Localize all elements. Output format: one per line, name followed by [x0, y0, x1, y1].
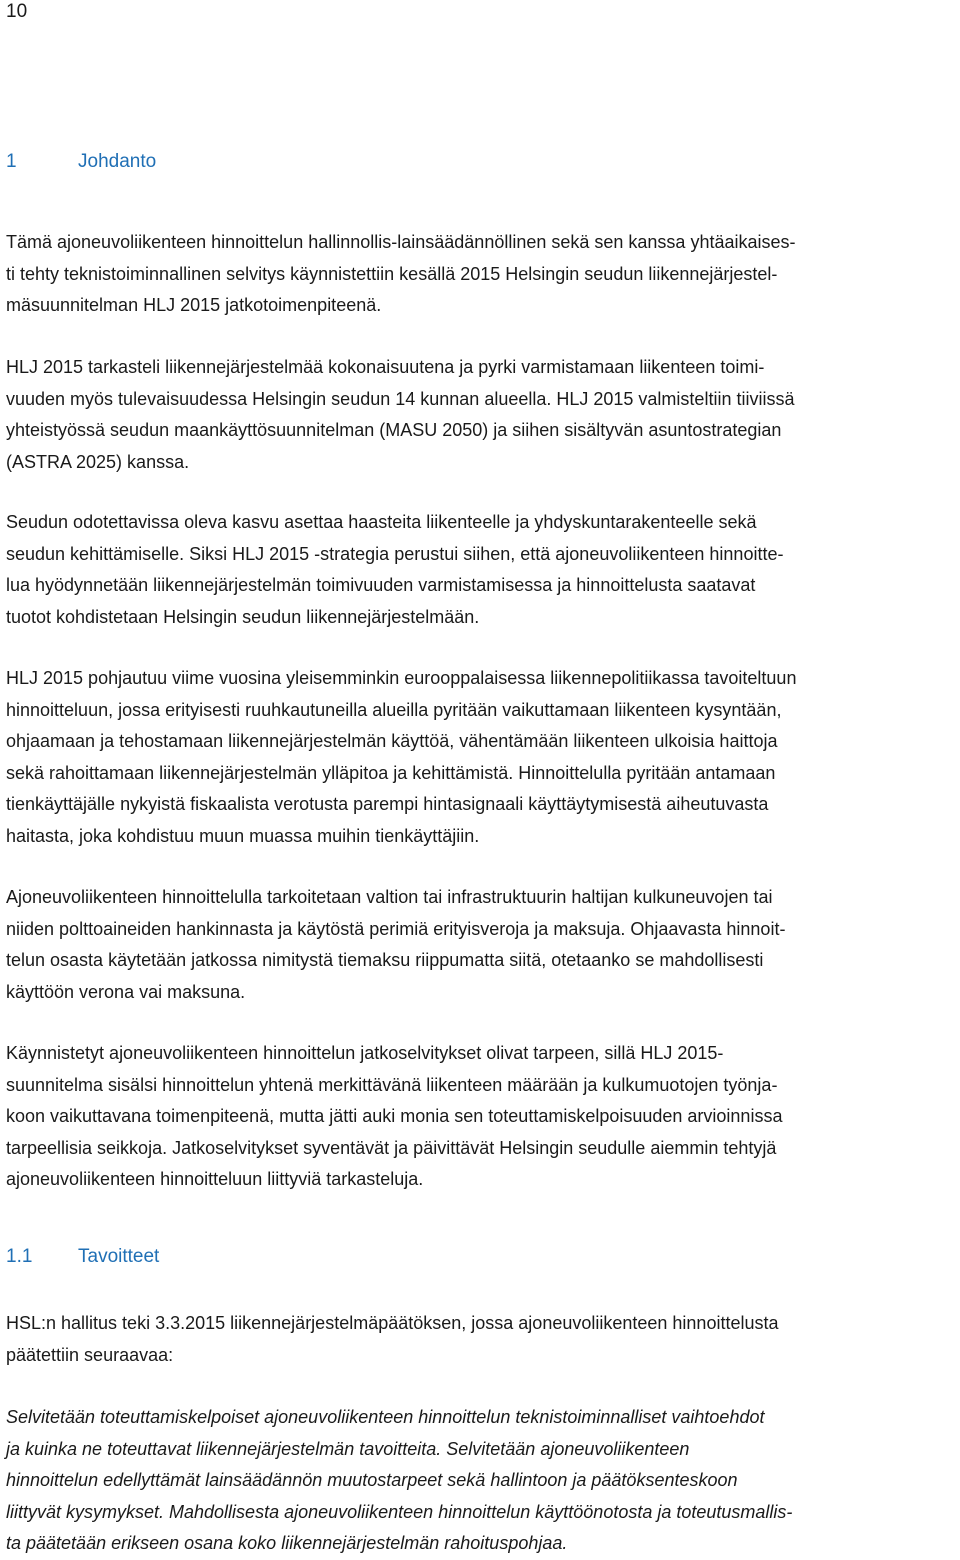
text-line: suunnitelma sisälsi hinnoittelun yhtenä merkittävänä liikenteen määrään ja kulkumuotojen työnja-	[6, 1074, 778, 1095]
text-line: yhteistyössä seudun maankäyttösuunnitelman (MASU 2050) ja siihen sisältyvän asuntostrategian	[6, 420, 782, 440]
text-line: tienkäyttäjälle nykyistä fiskaalista verotusta parempi hintasignaali käyttäytymisestä aiheutuvasta	[6, 794, 769, 814]
heading-title: Johdanto	[78, 151, 157, 172]
heading-number: 1	[6, 151, 17, 172]
text-line: haitasta, joka kohdistuu muun muassa muihin tienkäyttäjiin.	[6, 825, 480, 846]
text-line: telun osasta käytetään jatkossa nimitystä tiemaksu riippumatta siitä, otetaanko se mahdollisesti	[6, 950, 764, 970]
text-line: (ASTRA 2025) kanssa.	[6, 451, 190, 472]
text-line: HSL:n hallitus teki 3.3.2015 liikennejärjestelmäpäätöksen, jossa ajoneuvoliikenteen hinnoittelusta	[6, 1313, 779, 1333]
text-line: ohjaamaan ja tehostamaan liikennejärjestelmän käyttöä, vähentämään liikenteen ulkoisia haittoja	[6, 731, 778, 751]
text-line: niiden polttoaineiden hankinnasta ja käytöstä perimiä erityisveroja ja maksuja. Ohjaavasta hinnoit-	[6, 918, 786, 939]
text-line: tuotot kohdistetaan Helsingin seudun liikennejärjestelmään.	[6, 606, 480, 627]
text-line: ja kuinka ne toteuttavat liikennejärjestelmän tavoitteita. Selvitetään ajoneuvoliikenteen	[6, 1438, 690, 1459]
text-line: vuuden myös tulevaisuudessa Helsingin seudun 14 kunnan alueella. HLJ 2015 valmisteltiin tiiviissä	[6, 388, 795, 409]
text-line: hinnoitteluun, jossa erityisesti ruuhkautuneilla alueilla pyritään vaikuttamaan liikenteen kysyntään,	[6, 699, 782, 720]
heading-johdanto	[6, 150, 156, 174]
text-line: Tämä ajoneuvoliikenteen hinnoittelun hallinnollis-lainsäädännöllinen sekä sen kanssa yhtäaikaises-	[6, 232, 796, 252]
text-line: päätettiin seuraavaa:	[6, 1344, 174, 1365]
text-line: Käynnistetyt ajoneuvoliikenteen hinnoittelun jatkoselvitykset olivat tarpeen, sillä HLJ 2015-	[6, 1043, 724, 1063]
heading-title: Tavoitteet	[78, 1246, 160, 1267]
text-line: ajoneuvoliikenteen hinnoitteluun liittyviä tarkasteluja.	[6, 1169, 424, 1189]
paragraph	[6, 227, 956, 322]
text-line: HLJ 2015 tarkasteli liikennejärjestelmää kokonaisuutena ja pyrki varmistamaan liikenteen toimi-	[6, 357, 765, 377]
paragraph	[6, 352, 956, 478]
paragraph	[6, 663, 956, 852]
paragraph	[6, 1308, 956, 1371]
heading-tavoitteet	[6, 1245, 159, 1269]
text-line: hinnoittelun edellyttämät lainsäädännön muutostarpeet sekä hallintoon ja päätöksenteskoon	[6, 1470, 738, 1490]
decision-quote	[6, 1402, 956, 1560]
text-line: ti tehty teknistoiminnallinen selvitys käynnistettiin kesällä 2015 Helsingin seudun liikennejärjestel-	[6, 263, 778, 284]
text-line: käyttöön verona vai maksuna.	[6, 981, 246, 1002]
paragraph	[6, 1038, 956, 1196]
text-line: mäsuunnitelman HLJ 2015 jatkotoimenpiteenä.	[6, 295, 382, 315]
text-line: Selvitetään toteuttamiskelpoiset ajoneuvoliikenteen hinnoittelun teknistoiminnalliset vaihtoehdot	[6, 1407, 765, 1427]
text-line: Seudun odotettavissa oleva kasvu asettaa haasteita liikenteelle ja yhdyskuntarakenteelle sekä	[6, 512, 757, 532]
heading-number: 1.1	[6, 1246, 33, 1267]
paragraph	[6, 507, 956, 633]
text-line: sekä rahoittamaan liikennejärjestelmän ylläpitoa ja kehittämistä. Hinnoittelulla pyritään antamaan	[6, 762, 776, 783]
text-line: ta päätetään erikseen osana koko liikennejärjestelmän rahoituspohjaa.	[6, 1533, 568, 1553]
paragraph	[6, 882, 956, 1008]
text-line: seudun kehittämiselle. Siksi HLJ 2015 -strategia perustui siihen, että ajoneuvoliikenteen hinnoitte-	[6, 543, 784, 564]
page-number: 10	[6, 1, 28, 22]
text-line: HLJ 2015 pohjautuu viime vuosina yleisemminkin eurooppalaisessa liikennepolitiikassa tavoiteltuun	[6, 668, 797, 688]
text-line: Ajoneuvoliikenteen hinnoittelulla tarkoitetaan valtion tai infrastruktuurin haltijan kulkuneuvojen tai	[6, 887, 773, 907]
text-line: tarpeellisia seikkoja. Jatkoselvitykset syventävät ja päivittävät Helsingin seudulle aiemmin tehtyjä	[6, 1137, 777, 1158]
text-line: liittyvät kysymykset. Mahdollisesta ajoneuvoliikenteen hinnoittelun käyttöönotosta ja toteutusmallis-	[6, 1501, 793, 1522]
text-line: koon vaikuttavana toimenpiteenä, mutta jätti auki monia sen toteuttamiskelpoisuuden arvioinnissa	[6, 1106, 783, 1126]
text-line: lua hyödynnetään liikennejärjestelmän toimivuuden varmistamisessa ja hinnoittelusta saatavat	[6, 575, 756, 595]
